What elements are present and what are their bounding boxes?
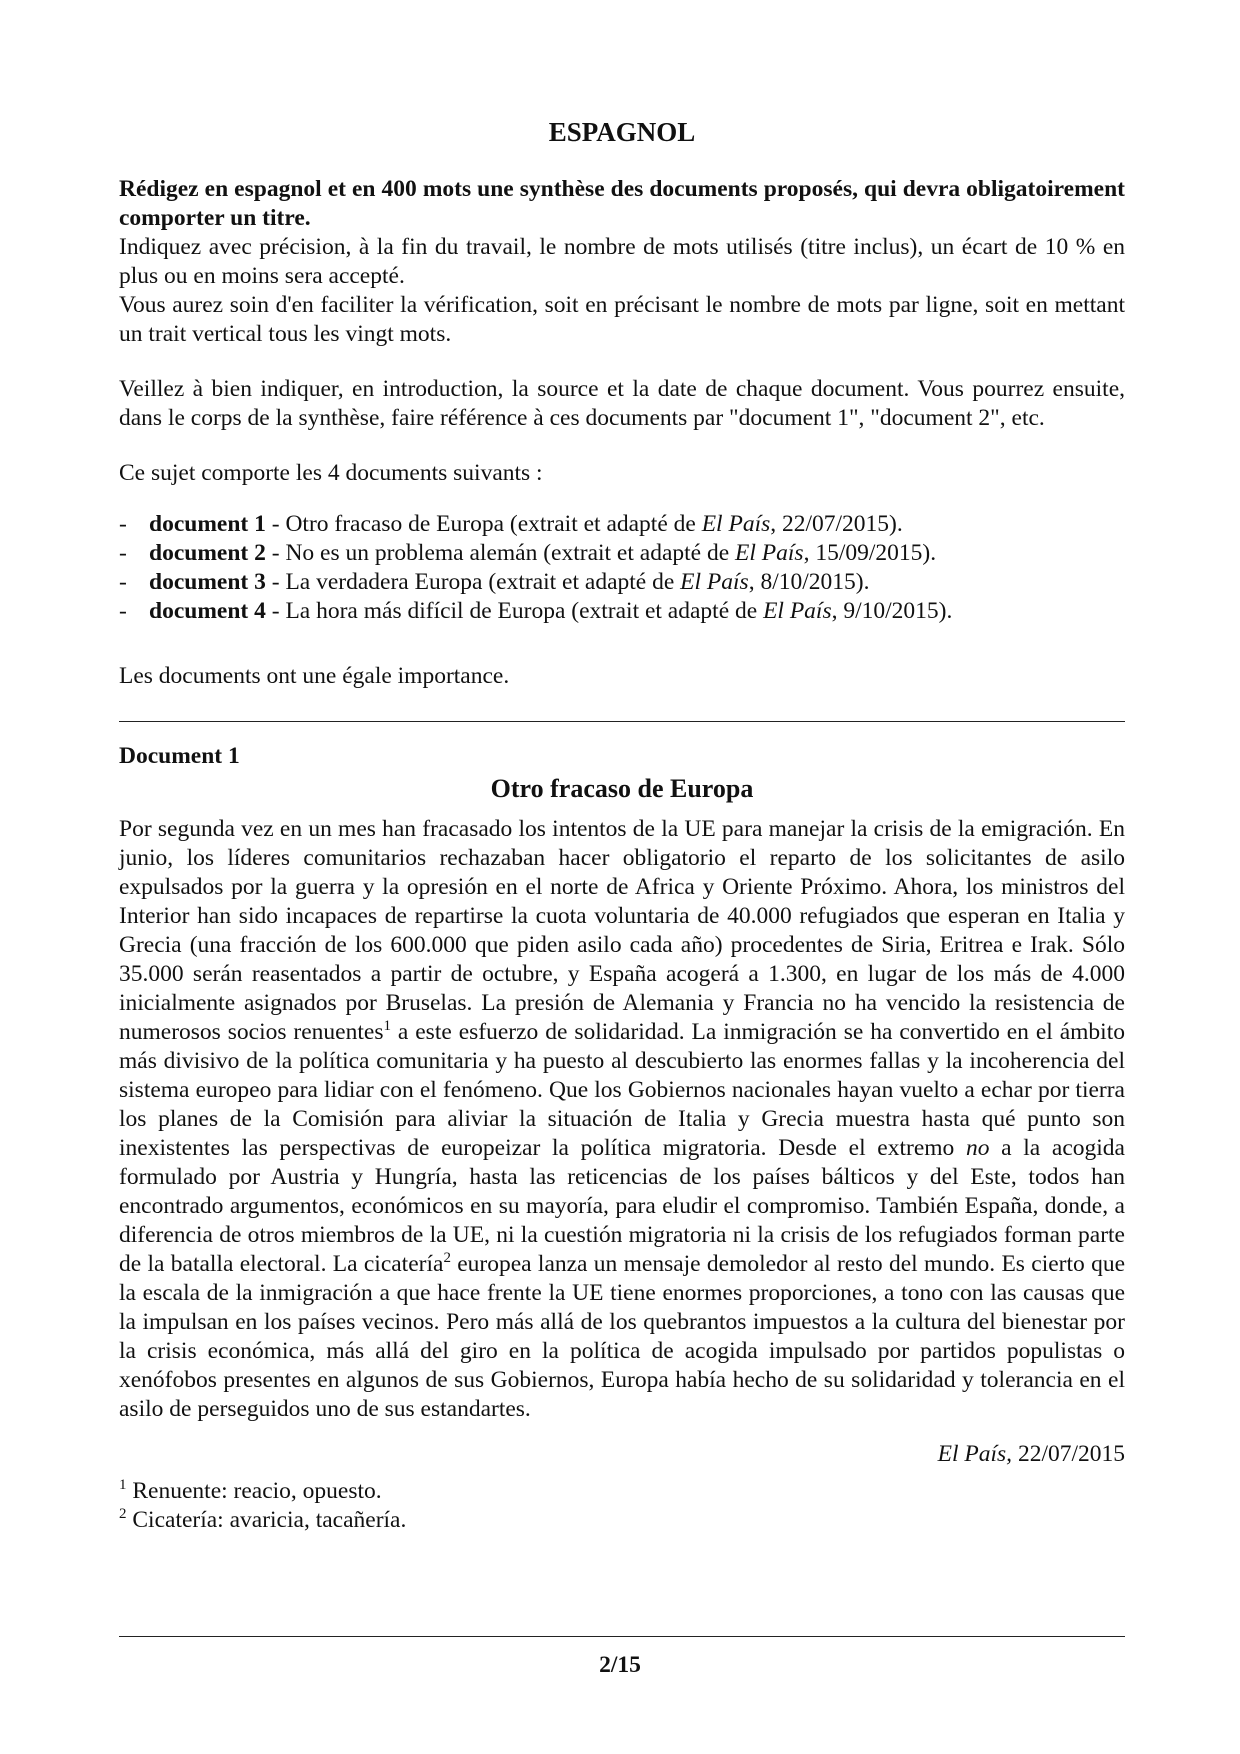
list-item: - document 2 - No es un problema alemán (extrait et adapté de El País, 15/09/2015). [119, 540, 937, 566]
document-label: Document 1 [119, 743, 240, 769]
instructions-block [119, 175, 1125, 349]
doc-ref-label: document 2 [149, 540, 266, 566]
list-item: - document 3 - La verdadera Europa (extrait et adapté de El País, 8/10/2015). [119, 569, 870, 595]
instruction-verification: Vous aurez soin d'en faciliter la vérification, soit en précisant le nombre de mots par ligne, soit en mettant un trait vertical tous les vingt mots. [119, 292, 1125, 347]
doc-ref-label: document 4 [149, 598, 266, 624]
doc-ref-label: document 3 [149, 569, 266, 595]
instruction-word-count: Indiquez avec précision, à la fin du travail, le nombre de mots utilisés (titre inclus), un écart de 10 % en plus ou en moins sera accepté. [119, 234, 1125, 289]
instruction-sources: Veillez à bien indiquer, en introduction, la source et la date de chaque document. Vous pourrez ensuite, dans le corps de la synthèse, faire référence à ces documents par "document 1", "document 2", etc. [119, 376, 1125, 431]
footnote: $^2$ Cicatería: avaricia, tacañería. [119, 1506, 407, 1533]
emphasis-no: no [965, 1135, 990, 1161]
documents-list [119, 510, 1125, 626]
doc-source: El País [680, 569, 749, 595]
footnote-ref: 1 [383, 1018, 391, 1035]
list-item: - document 4 - La hora más difícil de Europa (extrait et adapté de El País, 9/10/2015). [119, 598, 953, 624]
equal-importance-note: Les documents ont une égale importance. [119, 663, 510, 689]
instruction-bold: Rédigez en espagnol et en 400 mots une synthèse des documents proposés, qui devra obligatoirement comporter un titre. [119, 176, 1125, 231]
doc-source: El País [763, 598, 832, 624]
page-number: 2/15 [599, 1652, 641, 1678]
footnote: $^1$ Renuente: reacio, opuesto. [119, 1477, 382, 1504]
doc-source: El País [735, 540, 804, 566]
doc-ref-label: document 1 [149, 511, 266, 537]
page-content [119, 115, 1125, 1535]
footnote-ref: 2 [443, 1250, 451, 1267]
doc-source: El País [701, 511, 771, 537]
footer-divider [119, 1636, 1125, 1637]
list-item: - document 1 - Otro fracaso de Europa (extrait et adapté de El País, 22/07/2015). [119, 511, 903, 537]
section-divider [119, 721, 1125, 722]
document-title: Otro fracaso de Europa [490, 774, 754, 803]
page-title: ESPAGNOL [548, 117, 696, 147]
document-signature: El País, 22/07/2015 [937, 1441, 1125, 1467]
footnotes [119, 1477, 1125, 1535]
documents-intro: Ce sujet comporte les 4 documents suivants : [119, 460, 543, 486]
document-body: Por segunda vez en un mes han fracasado los intentos de la UE para manejar la crisis de la emigración. En junio, los líderes comunitarios rechazaban hacer obligatorio el reparto de los solicitantes de asilo expulsados por la guerra y la opresión en el norte de Africa y Oriente Próximo. Ahora, los ministros del Interior han sido incapaces de repartirse la cuota voluntaria de 40.000 refugiados que esperan en Italia y Grecia (una fracción de los 600.000 que piden asilo cada año) procedentes de Siria, Eritrea e Irak. Sólo 35.000 serán reasentados a partir de octubre, y España acogerá a 1.300, en lugar de los más de 4.000 inicialmente asignados por Bruselas. La presión de Alemania y Francia no ha vencido la resistencia de numerosos socios renuentes$^1$ a este esfuerzo de solidaridad. La inmigración se ha convertido en el ámbito más divisivo de la política comunitaria y ha puesto al descubierto las enormes fallas y la incoherencia del sistema europeo para lidiar con el fenómeno. Que los Gobiernos nacionales hayan vuelto a echar por tierra los planes de la Comisión para aliviar la situación de Italia y Grecia muestra hasta qué punto son inexistentes las perspectivas de europeizar la política migratoria. Desde el extremo no a la acogida formulado por Austria y Hungría, hasta las reticencias de los países bálticos y del Este, todos han encontrado argumentos, económicos en su mayoría, para eludir el compromiso. También España, donde, a diferencia de otros miembros de la UE, ni la cuestión migratoria ni la crisis de los refugiados forman parte de la batalla electoral. La cicatería$^2$ europea lanza un mensaje demoledor al resto del mundo. Es cierto que la escala de la inmigración a que hace frente la UE tiene enormes proporciones, a tono con las causas que la impulsan en los países vecinos. Pero más allá de los quebrantos impuestos a la cultura del bienestar por la crisis económica, más allá del giro en la política de acogida impulsado por partidos populistas o xenófobos presentes en algunos de sus Gobiernos, Europa había hecho de su solidaridad y tolerancia en el asilo de perseguidos uno de sus estandartes. [119, 816, 1125, 1422]
